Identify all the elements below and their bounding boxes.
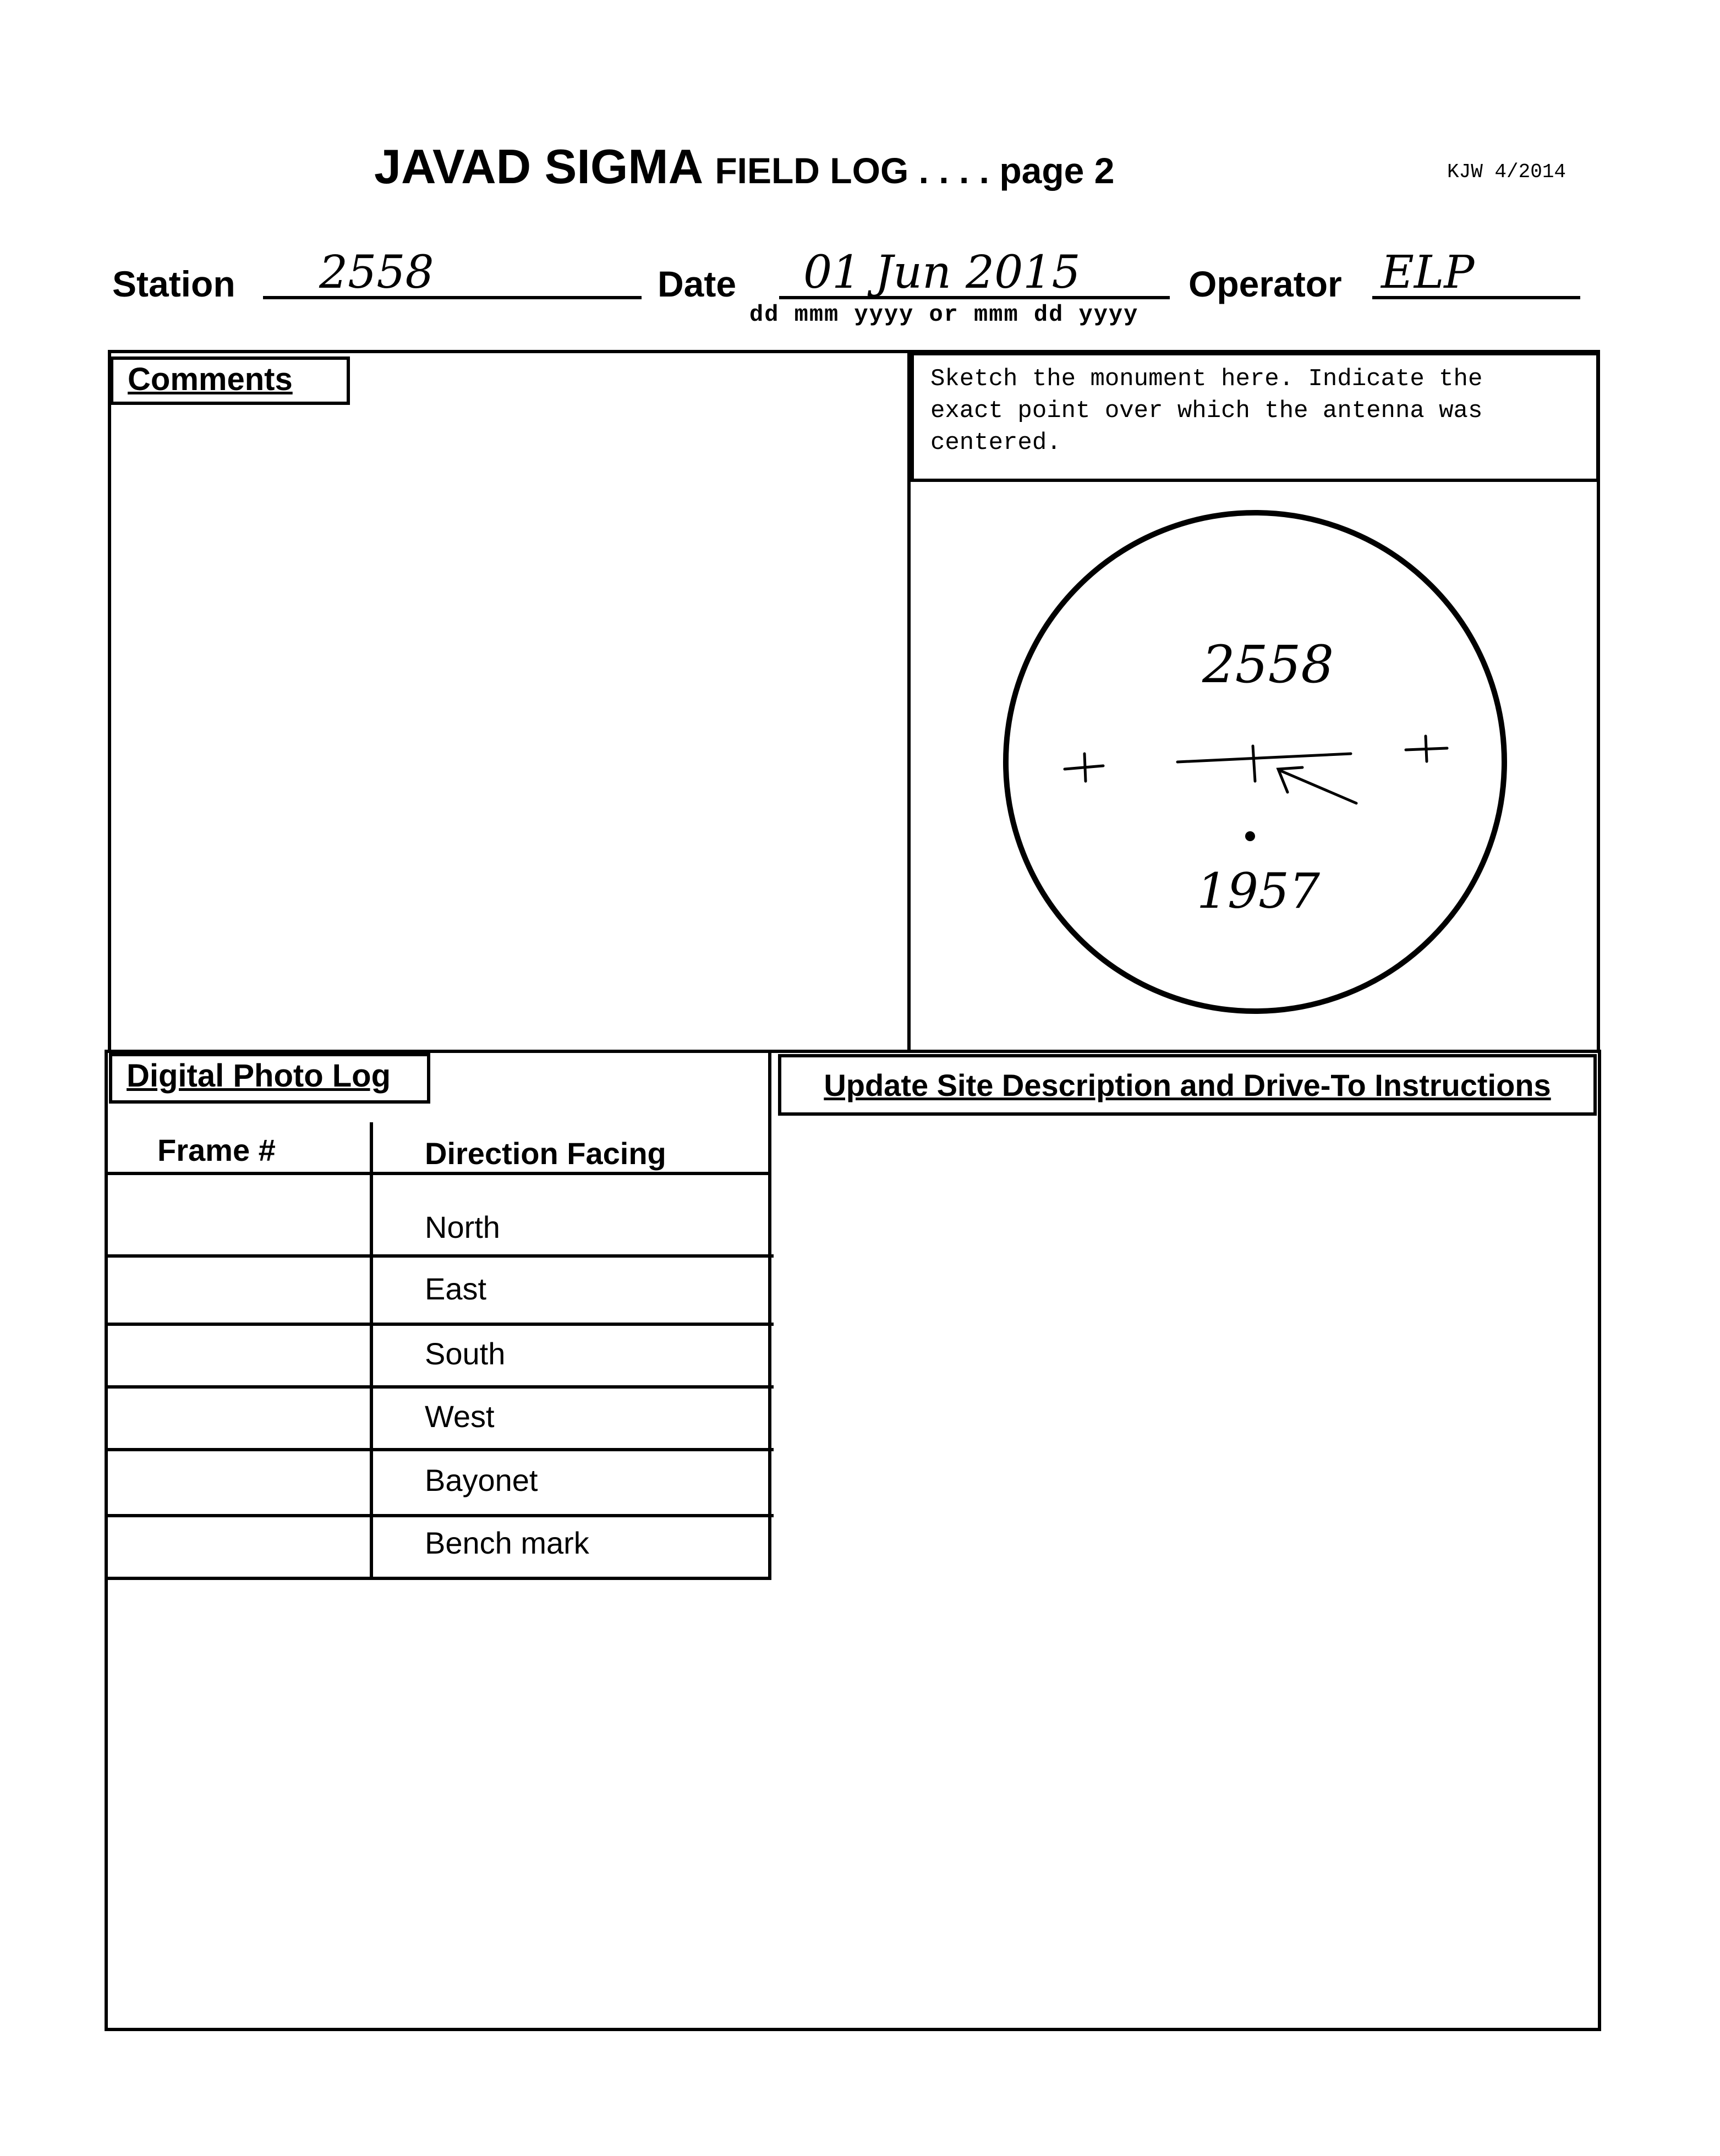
table-row[interactable] [108,1258,768,1323]
column-header-direction: Direction Facing [425,1136,666,1171]
direction-cell: Bench mark [425,1526,589,1560]
right-cross-v [1426,736,1427,761]
photo-log-heading-text: Digital Photo Log [127,1058,391,1094]
operator-label: Operator [1188,264,1342,304]
table-row[interactable] [108,1451,768,1514]
comments-heading-text: Comments [128,361,293,397]
title-sub: FIELD LOG . . . . page 2 [715,150,1115,191]
direction-cell: East [425,1271,487,1306]
center-line [1177,754,1351,762]
left-cross-v [1084,754,1086,781]
version-tag: KJW 4/2014 [1447,161,1566,183]
site-update-area[interactable] [773,1120,1598,2028]
station-value[interactable]: 2558 [319,246,434,299]
monument-point [1245,831,1255,841]
table-bottom-line [108,1577,771,1580]
site-update-heading [778,1054,1597,1116]
table-row[interactable] [108,1175,768,1255]
sketch-label-bottom: 1957 [1197,863,1320,919]
date-label: Date [658,264,737,304]
reference-marks [1065,736,1447,803]
station-label: Station [112,264,235,304]
table-row[interactable] [108,1389,768,1448]
direction-cell: West [425,1399,495,1434]
operator-value[interactable]: ELP [1381,246,1475,299]
sketch-label-top: 2558 [1202,635,1334,695]
date-format-hint: dd mmm yyyy or mmm dd yyyy [749,301,1139,328]
site-update-heading-text: Update Site Description and Drive-To Instructions [824,1067,1551,1102]
lower-left-blank-area[interactable] [108,1582,770,2028]
direction-cell: Bayonet [425,1463,538,1497]
direction-cell: North [425,1210,500,1244]
column-header-frame: Frame # [157,1133,276,1167]
photo-log-heading [109,1053,430,1104]
center-tick [1253,746,1255,781]
table-row[interactable] [108,1517,768,1578]
photo-log-right-border [768,1050,771,1579]
date-value[interactable]: 01 Jun 2015 [803,246,1081,299]
comments-area[interactable] [116,413,902,1045]
monument-sketch[interactable] [911,484,1598,1051]
table-row[interactable] [108,1326,768,1385]
arrow-shaft [1279,770,1356,803]
page-title [374,139,1114,195]
direction-cell: South [425,1336,506,1371]
title-main: JAVAD SIGMA [374,139,702,194]
comments-heading [110,356,350,405]
sketch-instructions: Sketch the monument here. Indicate the exact point over which the antenna was centered. [911,352,1600,482]
